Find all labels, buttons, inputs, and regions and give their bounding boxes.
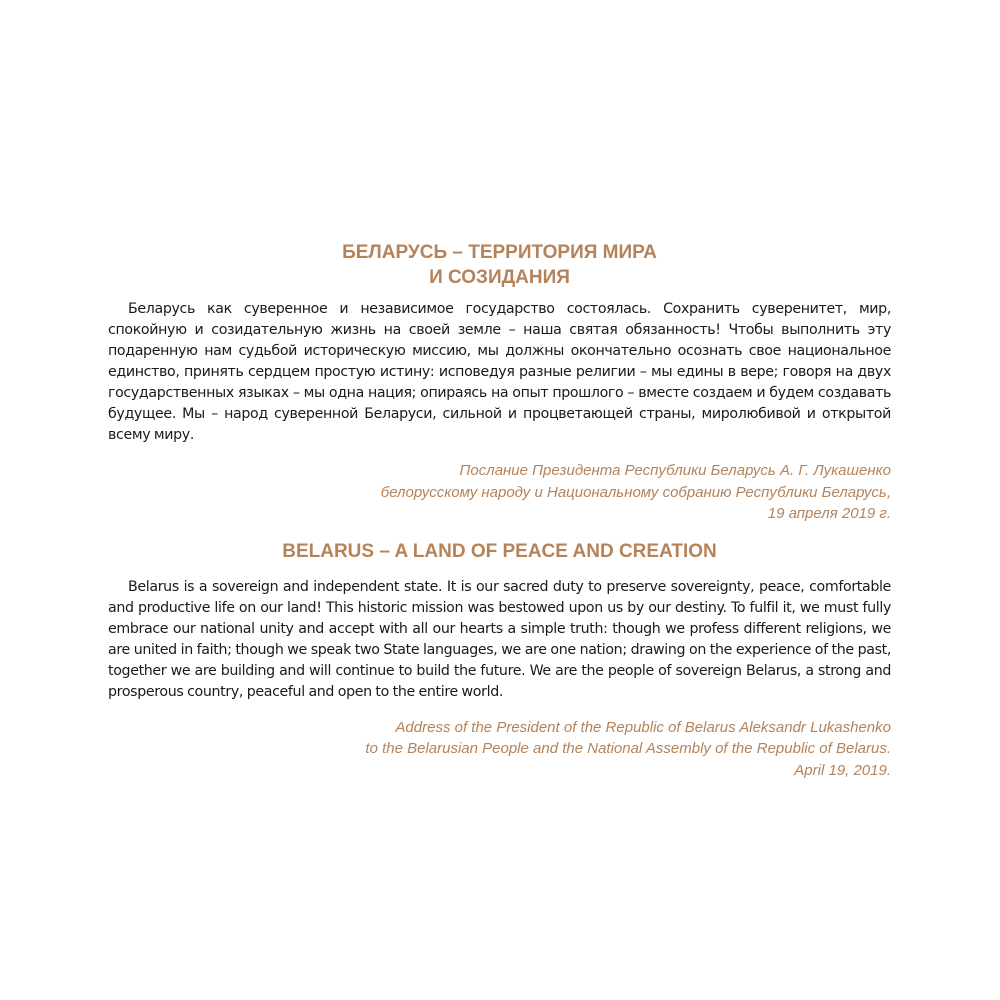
signature-russian-line1: Послание Президента Республики Беларусь А. Г. Лукашенко [459,462,891,479]
signature-english-line1: Address of the President of the Republic of Belarus Aleksandr Lukashenko [395,718,891,736]
title-russian-line1: БЕЛАРУСЬ – ТЕРРИТОРИЯ МИРА [342,242,657,263]
document-page [108,240,891,781]
title-russian-line2: И СОЗИДАНИЯ [429,267,570,288]
body-text-russian: Беларусь как суверенное и независимое государство состоялась. Сохранить суверенитет, мир, спокойную и созидательную жизнь на своей земле – наша святая обязанность! Чтобы выполнить эту подаренную нам судьбой историческую миссию, мы должны окончательно осознать свое национальное единство, принять сердцем простую истину: исповедуя разные религии – мы едины в вере; говоря на двух государственных языках – мы одна нация; опираясь на опыт прошлого – вместе создаем и будем создавать будущее. Мы – народ суверенной Беларуси, сильной и процветающей страны, миролюбивой и открытой всему миру. [108,301,891,443]
signature-russian-line3: 19 апреля 2019 г. [767,505,891,522]
signature-russian-line2: белорусскому народу и Национальному собранию Республики Беларусь, [380,483,891,501]
signature-english-line2: to the Belarusian People and the National Assembly of the Republic of Belarus. [365,740,891,757]
title-english: BELARUS – A LAND OF PEACE AND CREATION [282,540,717,562]
section-english [108,539,891,782]
signature-english-line3: April 19, 2019. [794,761,891,779]
signature-russian [108,460,891,525]
title-russian [108,240,891,290]
signature-english [108,717,891,782]
body-text-english: Belarus is a sovereign and independent state. It is our sacred duty to preserve sovereignty, peace, comfortable and productive life on our land! This historic mission was bestowed upon us by our destiny. To fulfil it, we must fully embrace our national unity and accept with all our hearts a simple truth: though we profess different religions, we are united in faith; though we speak two State languages, we are one nation; drawing on the experience of the past, together we are building and will continue to build the future. We are the people of sovereign Belarus, a strong and prosperous country, peaceful and open to the entire world. [108,578,891,700]
section-russian [108,240,891,525]
